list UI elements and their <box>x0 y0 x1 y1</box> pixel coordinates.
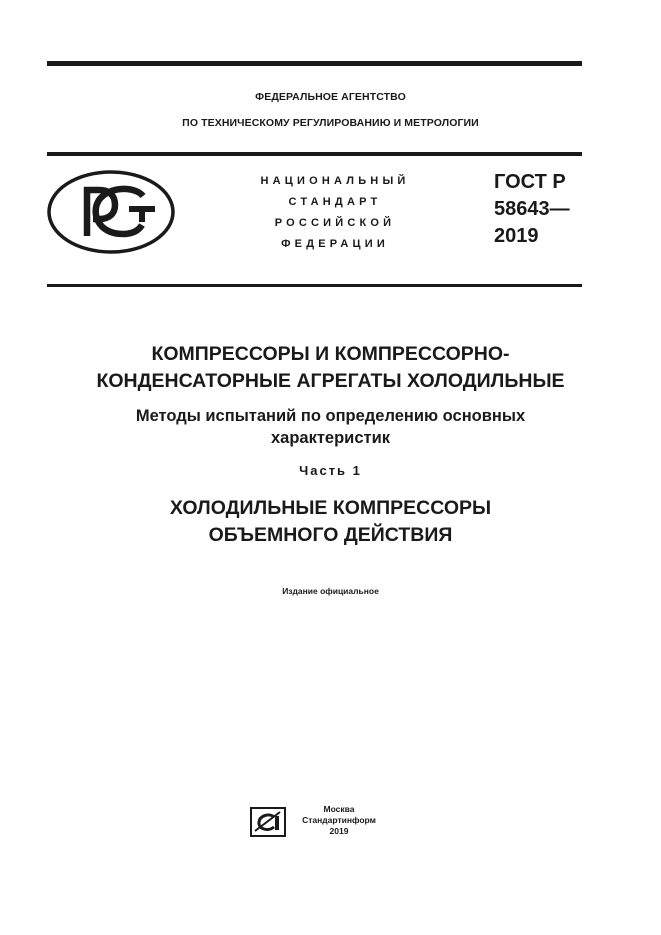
part-title <box>0 495 661 549</box>
part-title-line-1: ХОЛОДИЛЬНЫЕ КОМПРЕССОРЫ <box>169 497 492 519</box>
gost-line-1: ГОСТ Р <box>494 171 566 193</box>
agency-line-2: ПО ТЕХНИЧЕСКОМУ РЕГУЛИРОВАНИЮ И МЕТРОЛОГИИ <box>182 117 479 129</box>
subtitle-line-2: характеристик <box>270 429 390 447</box>
national-line-1: НАЦИОНАЛЬНЫЙ <box>260 175 410 187</box>
middle-rule <box>47 152 582 156</box>
gost-line-3: 2019 <box>494 225 539 247</box>
gost-line-2: 58643— <box>494 198 570 220</box>
title-line-2: КОНДЕНСАТОРНЫЕ АГРЕГАТЫ ХОЛОДИЛЬНЫЕ <box>96 370 565 392</box>
standartinform-logo-icon <box>250 807 286 837</box>
standard-number <box>494 169 570 250</box>
national-line-3: РОССИЙСКОЙ <box>274 217 396 229</box>
agency-line-1: ФЕДЕРАЛЬНОЕ АГЕНТСТВО <box>255 91 406 103</box>
publisher-name: Стандартинформ <box>302 815 376 825</box>
edition-note: Издание официальное <box>282 586 379 596</box>
document-title <box>0 341 661 395</box>
national-line-4: ФЕДЕРАЦИИ <box>281 238 389 250</box>
national-line-2: СТАНДАРТ <box>288 196 382 208</box>
part-title-line-2: ОБЪЕМНОГО ДЕЙСТВИЯ <box>208 524 453 546</box>
publisher-city: Москва <box>323 804 355 814</box>
publisher-year: 2019 <box>329 826 349 836</box>
national-standard-label <box>220 171 450 255</box>
top-rule <box>47 61 582 66</box>
publisher-block <box>294 804 384 837</box>
rst-logo-icon <box>47 170 175 254</box>
bottom-rule <box>47 284 582 287</box>
part-label: Часть 1 <box>299 463 362 478</box>
subtitle-line-1: Методы испытаний по определению основных <box>135 407 526 425</box>
document-subtitle <box>0 405 661 449</box>
title-line-1: КОМПРЕССОРЫ И КОМПРЕССОРНО- <box>151 343 510 365</box>
